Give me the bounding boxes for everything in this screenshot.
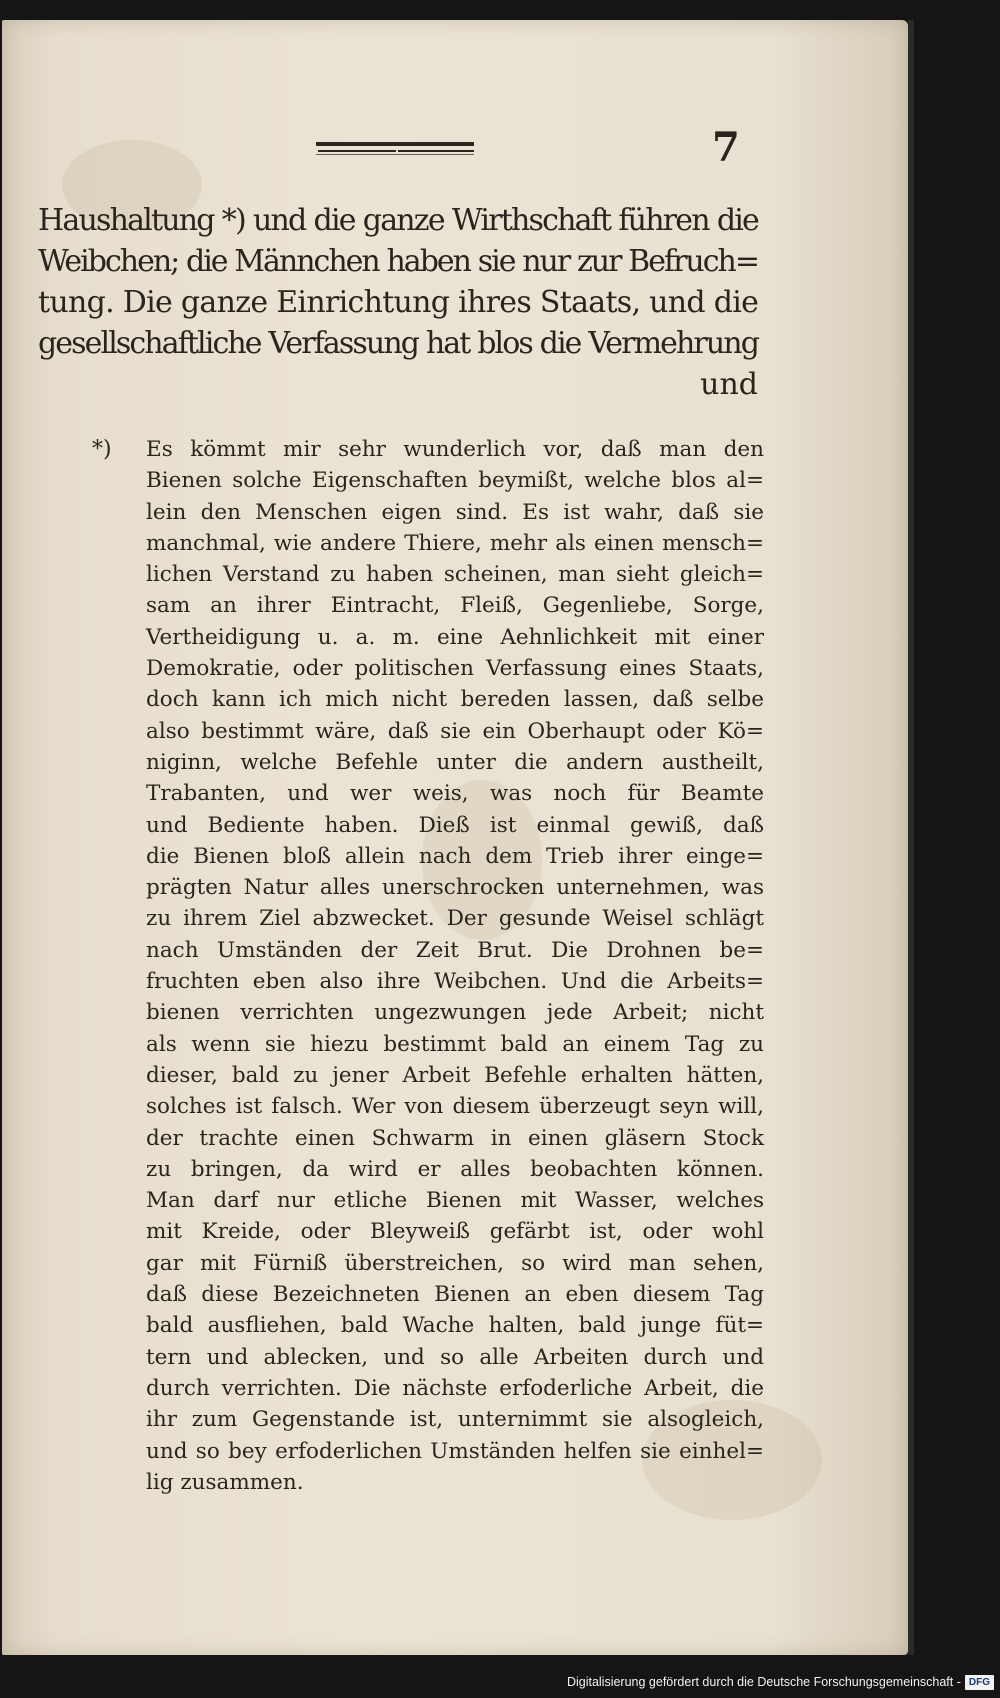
- text-line: tung. Die ganze Einrichtung ihres Staats, und die: [38, 285, 759, 320]
- footnote-line: lichen Verstand zu haben scheinen, man sieht gleich=: [146, 562, 764, 588]
- footnote-line: dieser, bald zu jener Arbeit Befehle erhalten hätten,: [146, 1062, 764, 1088]
- digitization-credit: [567, 1672, 994, 1692]
- footnote-line: niginn, welche Befehle unter die andern austheilt,: [146, 749, 764, 775]
- footnote-line: gar mit Fürniß überstreichen, so wird man sehen,: [146, 1250, 764, 1276]
- text-line: und: [700, 367, 758, 402]
- footnote-line: zu ihrem Ziel abzwecket. Der gesunde Weisel schlägt: [146, 906, 764, 932]
- footnote-line: solches ist falsch. Wer von diesem überzeugt seyn will,: [146, 1094, 764, 1120]
- footnote-line: lig zusammen.: [146, 1469, 304, 1495]
- footnote-line: bienen verrichten ungezwungen jede Arbeit; nicht: [146, 1000, 764, 1026]
- footnote-line: nach Umständen der Zeit Brut. Die Drohnen be=: [146, 937, 764, 963]
- footnote-line: doch kann ich mich nicht bereden lassen, daß selbe: [146, 687, 764, 713]
- page-edge: [908, 20, 914, 1655]
- footnote-body: [146, 434, 764, 1498]
- footnote-line: und so bey erfoderlichen Umständen helfen sie einhel=: [146, 1438, 764, 1464]
- footnote-line: und Bediente haben. Dieß ist einmal gewiß, daß: [146, 812, 764, 838]
- main-text: [38, 200, 758, 405]
- footnote-line: also bestimmt wäre, daß sie ein Oberhaupt oder Kö=: [146, 718, 764, 744]
- footnote-line: fruchten eben also ihre Weibchen. Und die Arbeits=: [146, 969, 764, 995]
- footnote-line: bald ausfliehen, bald Wache halten, bald junge füt=: [146, 1313, 764, 1339]
- footnote-line: Man darf nur etliche Bienen mit Wasser, welches: [146, 1188, 764, 1214]
- footnote-line: manchmal, wie andere Thiere, mehr als einen mensch=: [146, 530, 764, 556]
- footnote-line: daß diese Bezeichneten Bienen an eben diesem Tag: [146, 1282, 764, 1308]
- dfg-logo: DFG: [965, 1675, 994, 1690]
- footnote-line: Bienen solche Eigenschaften beymißt, welche blos al=: [146, 468, 764, 494]
- footnote-line: sam an ihrer Eintracht, Fleiß, Gegenliebe, Sorge,: [146, 593, 764, 619]
- header-rule: [316, 142, 474, 158]
- footnote-line: zu bringen, da wird er alles beobachten können.: [146, 1156, 764, 1182]
- footnote-line: Vertheidigung u. a. m. eine Aehnlichkeit mit einer: [146, 624, 764, 650]
- footnote-line: Trabanten, und wer weis, was noch für Beamte: [146, 781, 764, 807]
- footnote-line: als wenn sie hiezu bestimmt bald an einem Tag zu: [146, 1031, 764, 1057]
- footnote-line: lein den Menschen eigen sind. Es ist wahr, daß sie: [146, 499, 764, 525]
- text-line: gesellschaftliche Verfassung hat blos die Vermehrung: [38, 326, 758, 361]
- footnote-line: Es kömmt mir sehr wunderlich vor, daß man den: [146, 437, 764, 462]
- footnote-line: ihr zum Gegenstande ist, unternimmt sie alsogleich,: [146, 1407, 764, 1433]
- footnote-line: die Bienen bloß allein nach dem Trieb ihrer einge=: [146, 843, 764, 869]
- page-number: 7: [712, 124, 740, 171]
- text-line: Haushaltung *) und die ganze Wirthschaft führen die: [38, 203, 758, 238]
- footnote-line: Demokratie, oder politischen Verfassung eines Staats,: [146, 656, 764, 682]
- text-line: Weibchen; die Männchen haben sie nur zur Befruch=: [38, 244, 758, 279]
- credit-text: Digitalisierung gefördert durch die Deutsche Forschungsgemeinschaft -: [566, 1675, 961, 1689]
- footnote-line: der trachte einen Schwarm in einen gläsern Stock: [146, 1125, 764, 1151]
- footnote-line: tern und ablecken, und so alle Arbeiten durch und: [146, 1344, 764, 1370]
- footnote-line: prägten Natur alles unerschrocken unternehmen, was: [146, 875, 764, 901]
- footnote-line: durch verrichten. Die nächste erfoderliche Arbeit, die: [146, 1375, 764, 1401]
- footnote-line: mit Kreide, oder Bleyweiß gefärbt ist, oder wohl: [146, 1219, 764, 1245]
- footnote-marker: *): [92, 437, 112, 462]
